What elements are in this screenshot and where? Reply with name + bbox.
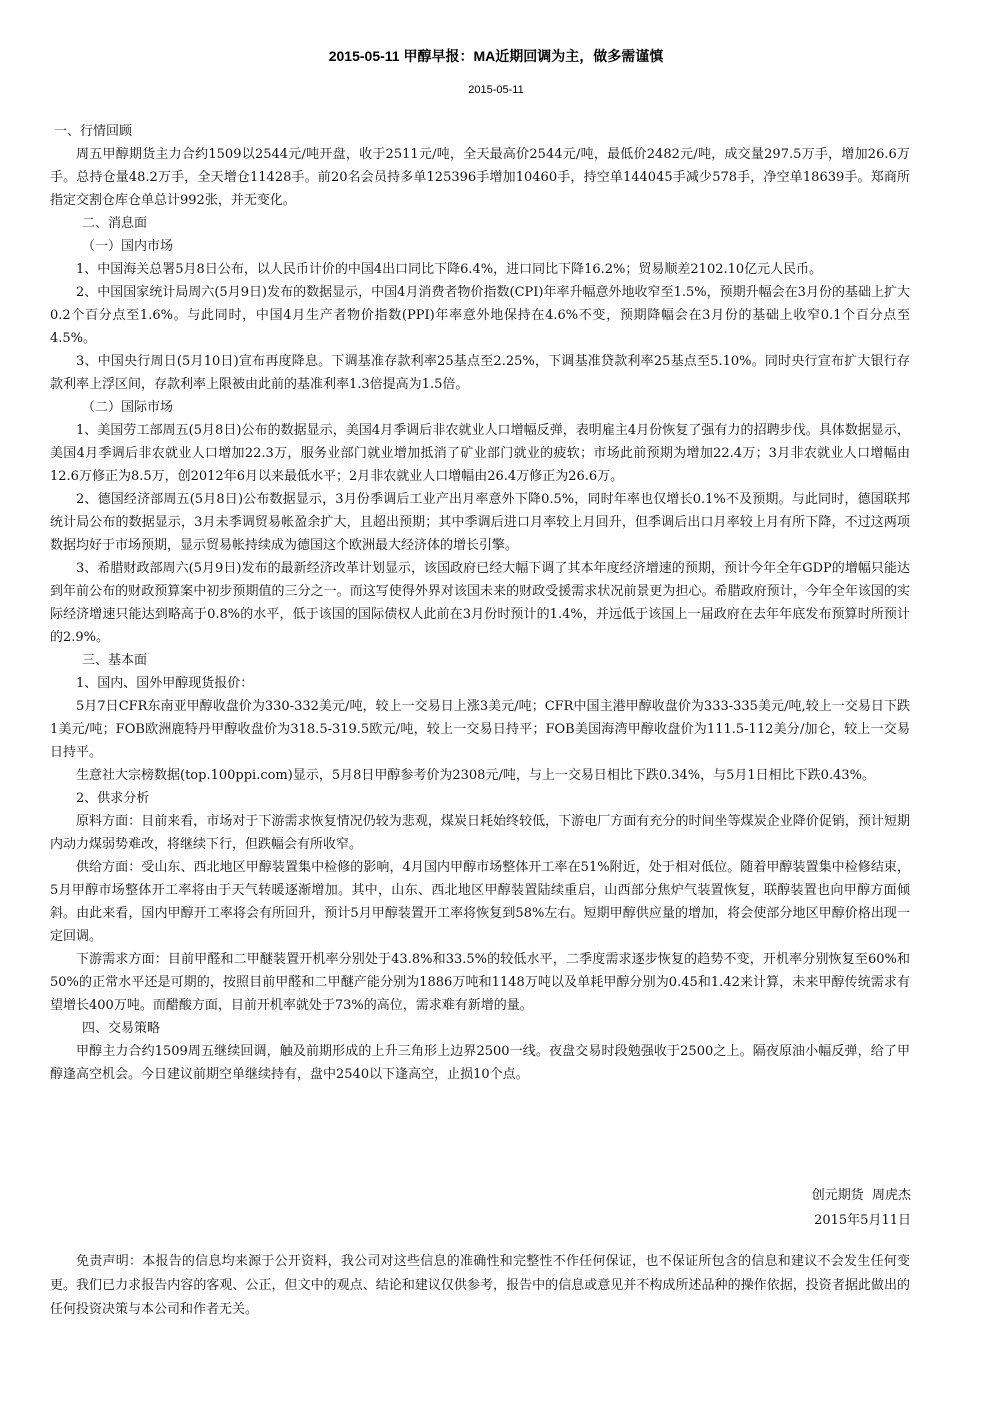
section-heading-news: 二、消息面 xyxy=(82,216,148,231)
paragraph-international-2: 2、德国经济部周五(5月8日)公布数据显示，3月份季调后工业产出月率意外下降0.5%，同时年率也仅增长0.1%不及预期。与此同时，德国联邦统计局公布的数据显示，3月未季调贸易帐盈余扩大，且超出预期；其中季调后进口月率较上月回升，但季调后出口月率较上月有所下降，不过这两项数据均好于市场预期，显示贸易帐持续成为德国这个欧洲最大经济体的增长引擎。 xyxy=(50,492,910,553)
signature-date: 2015年5月11日 xyxy=(814,1213,911,1228)
subheading-international-market: （二）国际市场 xyxy=(82,400,174,415)
paragraph-market-review: 周五甲醇期货主力合约1509以2544元/吨开盘，收于2511元/吨，全天最高价2544元/吨，最低价2482元/吨，成交量297.5万手，增加26.6万手。总持仓量48.2万手，全天增仓11428手。前20名会员持多单125396手增加10460手，持空单144045手减少578手，净空单18639手。郑商所指定交割仓库仓单总计992张，并无变化。 xyxy=(50,147,910,208)
disclaimer-block xyxy=(50,1250,910,1322)
paragraph-domestic-2: 2、中国国家统计局周六(5月9日)发布的数据显示，中国4月消费者物价指数(CPI)年率升幅意外地收窄至1.5%，预期升幅会在3月份的基础上扩大0.2个百分点至1.6%。与此同时，中国4月生产者物价指数(PPI)年率意外地保持在4.6%不变，预期降幅会在3月份的基础上收窄0.1个百分点至4.5%。 xyxy=(50,285,910,346)
section-heading-fundamentals: 三、基本面 xyxy=(82,653,148,668)
paragraph-reference-price: 生意社大宗榜数据(top.100ppi.com)显示，5月8日甲醇参考价为2308元/吨，与上一交易日相比下跌0.34%，与5月1日相比下跌0.43%。 xyxy=(76,768,875,783)
subheading-domestic-market: （一）国内市场 xyxy=(82,239,174,254)
paragraph-supply: 供给方面：受山东、西北地区甲醇装置集中检修的影响，4月国内甲醇市场整体开工率在51%附近，处于相对低位。随着甲醇装置集中检修结束，5月甲醇市场整体开工率将由于天气转暖逐渐增加。其中，山东、西北地区甲醇装置陆续重启，山西部分焦炉气装置恢复，联醇装置也向甲醇方面倾斜。由此来看，国内甲醇开工率将会有所回升，预计5月甲醇装置开工率将恢复到58%左右。短期甲醇供应量的增加，将会使部分地区甲醇价格出现一定回调。 xyxy=(50,860,910,944)
signature-author: 创元期货 周虎杰 xyxy=(811,1188,911,1203)
subheading-spot-prices: 1、国内、国外甲醇现货报价： xyxy=(76,676,254,691)
subheading-supply-demand: 2、供求分析 xyxy=(76,791,150,806)
section-heading-trading-strategy: 四、交易策略 xyxy=(82,1021,161,1036)
paragraph-international-3: 3、希腊财政部周六(5月9日)发布的最新经济改革计划显示，该国政府已经大幅下调了其本年度经济增速的预期，预计今年全年GDP的增幅只能达到年前公布的财政预算案中初步预期值的三分之一。而这写使得外界对该国未来的财政受援需求状况前景更为担心。希腊政府预计，今年全年该国的实际经济增速只能达到略高于0.8%的水平，低于该国的国际债权人此前在3月份时预计的1.4%，并远低于该国上一届政府在去年年底发布预算时所预计的2.9%。 xyxy=(50,561,910,645)
disclaimer-text: 免责声明：本报告的信息均来源于公开资料，我公司对这些信息的准确性和完整性不作任何保证，也不保证所包含的信息和建议不会发生任何变更。我们已力求报告内容的客观、公正，但文中的观点、结论和建议仅供参考，报告中的信息或意见并不构成所述品种的操作依据，投资者据此做出的任何投资决策与本公司和作者无关。 xyxy=(50,1254,910,1317)
paragraph-downstream-demand: 下游需求方面：目前甲醛和二甲醚装置开机率分别处于43.8%和33.5%的较低水平，二季度需求逐步恢复的趋势不变，开机率分别恢复至60%和50%的正常水平还是可期的，按照目前甲醛和二甲醚产能分别为1886万吨和1148万吨以及单耗甲醇分别为0.45和1.42来计算，未来甲醇传统需求有望增长400万吨。而醋酸方面，目前开机率就处于73%的高位，需求难有新增的量。 xyxy=(50,952,910,1013)
signature-block xyxy=(812,1183,911,1233)
paragraph-raw-materials: 原料方面：目前来看，市场对于下游需求恢复情况仍较为悲观，煤炭日耗始终较低，下游电厂方面有充分的时间坐等煤炭企业降价促销，预计短期内动力煤弱势难改，将继续下行，但跌幅会有所收窄。 xyxy=(50,814,910,852)
report-body xyxy=(50,120,910,1086)
paragraph-international-1: 1、美国劳工部周五(5月8日)公布的数据显示，美国4月季调后非农就业人口增幅反弹，表明雇主4月份恢复了强有力的招聘步伐。具体数据显示，美国4月季调后非农就业人口增加22.3万，服务业部门就业增加抵消了矿业部门就业的疲软；市场此前预期为增加22.4万；3月非农就业人口增幅由12.6万修正为8.5万，创2012年6月以来最低水平；2月非农就业人口增幅由26.4万修正为26.6万。 xyxy=(50,423,910,484)
report-date: 2015-05-11 xyxy=(468,84,524,96)
report-title: 2015-05-11 甲醇早报：MA近期回调为主，做多需谨慎 xyxy=(328,48,664,64)
paragraph-spot-prices: 5月7日CFR东南亚甲醇收盘价为330-332美元/吨，较上一交易日上涨3美元/吨；CFR中国主港甲醇收盘价为333-335美元/吨,较上一交易日下跌1美元/吨；FOB欧洲鹿特丹甲醇收盘价为318.5-319.5欧元/吨，较上一交易日持平；FOB美国海湾甲醇收盘价为111.5-112美分/加仑，较上一交易日持平。 xyxy=(50,699,910,760)
paragraph-trading-strategy: 甲醇主力合约1509周五继续回调，触及前期形成的上升三角形上边界2500一线。夜盘交易时段勉强收于2500之上。隔夜原油小幅反弹，给了甲醇逢高空机会。今日建议前期空单继续持有，盘中2540以下逢高空，止损10个点。 xyxy=(50,1044,910,1082)
section-heading-market-review: 一、行情回顾 xyxy=(54,124,133,139)
paragraph-domestic-1: 1、中国海关总署5月8日公布，以人民币计价的中国4出口同比下降6.4%，进口同比下降16.2%；贸易顺差2102.10亿元人民币。 xyxy=(76,262,823,277)
paragraph-domestic-3: 3、中国央行周日(5月10日)宣布再度降息。下调基准存款利率25基点至2.25%，下调基准贷款利率25基点至5.10%。同时央行宣布扩大银行存款利率上浮区间，存款利率上限被由此前的基准利率1.3倍提高为1.5倍。 xyxy=(50,354,910,392)
